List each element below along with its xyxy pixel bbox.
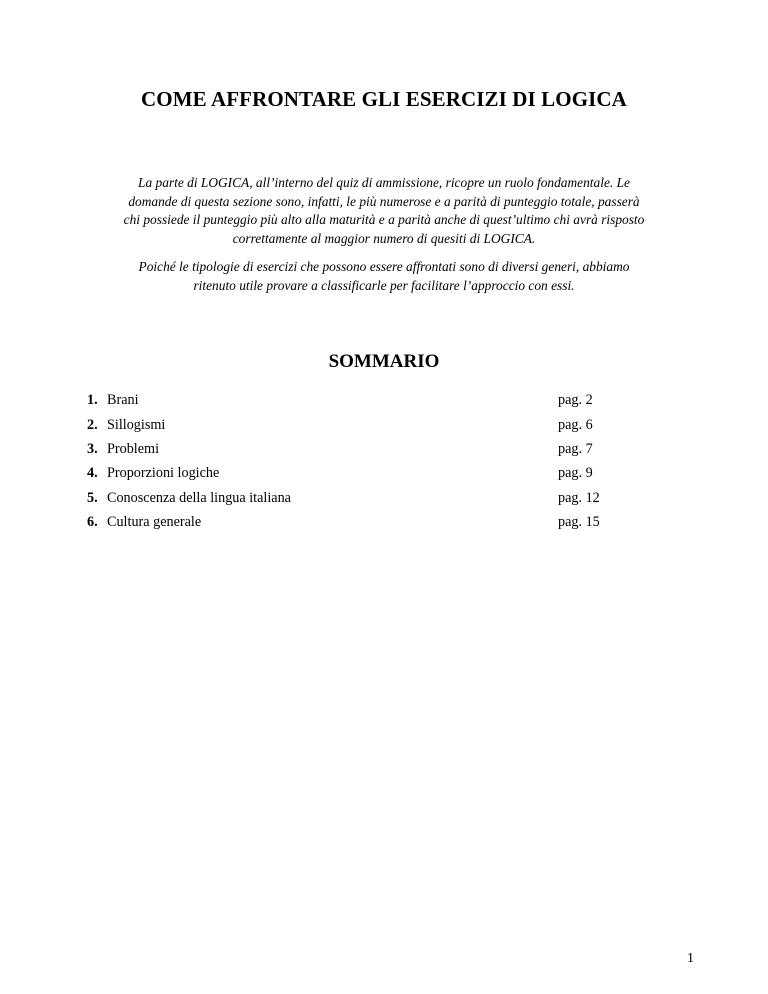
toc-item-page: pag. 15 [558,514,600,530]
intro-line: Poiché le tipologie di esercizi che possono essere affrontati sono di diversi generi, abbiamo [138,259,630,274]
toc-item-page: pag. 7 [558,441,593,457]
toc-item-number: 6. [87,514,98,530]
toc-item-number: 4. [87,465,98,481]
intro-line: correttamente al maggior numero di quesiti di LOGICA. [232,230,536,246]
toc-item-proporzioni-logiche[interactable] [87,464,627,482]
toc-item-problemi[interactable] [87,440,627,458]
intro-line: domande di questa sezione sono, infatti, le più numerose e a parità di punteggio totale, passerà [128,193,640,209]
summary-title: SOMMARIO [328,351,440,372]
toc-item-number: 1. [87,392,98,408]
toc-item-page: pag. 6 [558,417,593,433]
intro-line: ritenuto utile provare a classificarle per facilitare l’approccio con essi. [193,277,575,293]
intro-paragraph-2 [60,258,708,295]
toc-item-label: Cultura generale [107,514,202,530]
toc-item-cultura-generale[interactable] [87,513,627,531]
toc-item-lingua-italiana[interactable] [87,489,627,507]
toc-item-page: pag. 9 [558,465,593,481]
intro-line: La parte di LOGICA, all’interno del quiz di ammissione, ricopre un ruolo fondamentale. Le [138,175,630,190]
document-title: COME AFFRONTARE GLI ESERCIZI DI LOGICA [141,87,627,111]
toc-item-page: pag. 2 [558,392,593,408]
toc-item-label: Proporzioni logiche [107,465,220,481]
page-number: 1 [687,951,694,966]
toc-item-label: Sillogismi [107,417,166,433]
intro-line: chi possiede il punteggio più alto alla maturità e a parità anche di quest’ultimo chi avrà risposto [123,212,645,227]
toc-item-label: Conoscenza della lingua italiana [107,490,291,506]
toc-item-number: 5. [87,490,98,506]
toc-item-page: pag. 12 [558,490,600,506]
toc-item-label: Brani [107,392,139,408]
toc-item-number: 2. [87,417,98,433]
toc-item-label: Problemi [107,441,160,457]
toc-item-number: 3. [87,441,98,457]
intro-paragraph-1 [60,174,708,248]
toc-item-brani[interactable] [87,391,627,409]
toc-item-sillogismi[interactable] [87,416,627,434]
